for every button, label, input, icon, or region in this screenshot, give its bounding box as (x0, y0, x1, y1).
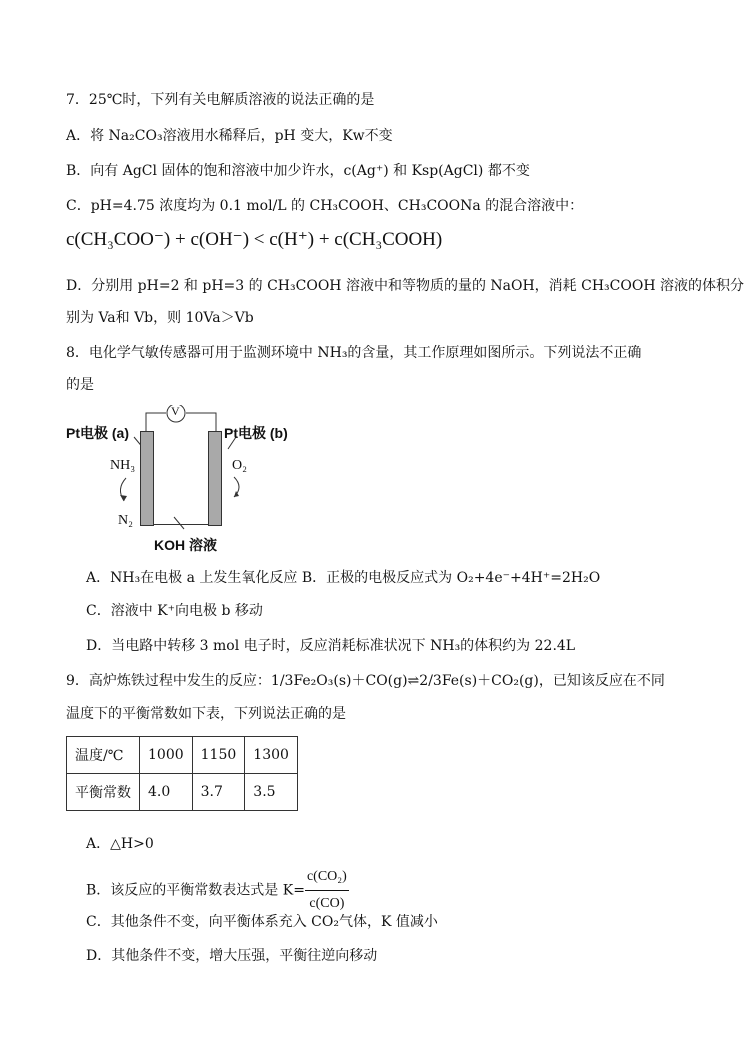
table-cell: 1000 (140, 737, 193, 774)
q7-option-d-line1: D．分别用 pH=2 和 pH=3 的 CH₃COOH 溶液中和等物质的量的 NaOH，消耗 CH₃COOH 溶液的体积分 (66, 278, 744, 294)
q8-option-c: C．溶液中 K⁺向电极 b 移动 (86, 603, 263, 619)
n2-label: N₂ (118, 513, 133, 528)
fraction-denominator: c(CO) (309, 896, 345, 911)
q9-stem-line2: 温度下的平衡常数如下表，下列说法正确的是 (66, 706, 346, 722)
q8-option-d: D．当电路中转移 3 mol 电子时，反应消耗标准状况下 NH₃的体积约为 22.4L (86, 638, 576, 654)
electrode-b-label: Pt电极 (b) (224, 425, 288, 441)
q9-option-d: D．其他条件不变，增大压强，平衡往逆向移动 (86, 948, 378, 964)
o2-label: O₂ (232, 458, 247, 473)
table-cell: 4.0 (140, 774, 193, 811)
q7-equation: c(CH₃COO⁻) + c(OH⁻) < c(H⁺) + c(CH₃COOH) (66, 229, 443, 250)
q8-option-ab: A．NH₃在电极 a 上发生氧化反应 B．正极的电极反应式为 O₂+4e⁻+4H⁺=2H₂O (86, 570, 601, 586)
q9-option-a: A．△H>0 (86, 836, 154, 852)
table-row (67, 774, 298, 811)
q9-option-b-text: B．该反应的平衡常数表达式是 K= (86, 882, 305, 899)
q9-option-c: C．其他条件不变，向平衡体系充入 CO₂气体，K 值减小 (86, 914, 438, 930)
q7-option-d-line2: 别为 Va和 Vb，则 10Va＞Vb (66, 310, 254, 326)
electrode-a-label: Pt电极 (a) (66, 425, 129, 441)
fraction-numerator: c(CO₂) (305, 864, 349, 891)
table-cell: 温度/℃ (67, 737, 140, 774)
koh-solution-label: KOH 溶液 (154, 537, 217, 553)
q7-option-a: A．将 Na₂CO₃溶液用水稀释后，pH 变大，Kw不变 (66, 128, 393, 144)
q7-option-c: C．pH=4.75 浓度均为 0.1 mol/L 的 CH₃COOH、CH₃COONa 的混合溶液中： (66, 198, 584, 214)
electrochemical-sensor-diagram (66, 405, 326, 555)
q7-stem: 7．25℃时，下列有关电解质溶液的说法正确的是 (66, 92, 375, 108)
table-row (67, 737, 298, 774)
electrode-a (140, 431, 154, 526)
q9-option-b (86, 864, 349, 917)
electrode-b (208, 431, 222, 526)
q9-stem-line1: 9．高炉炼铁过程中发生的反应：1/3Fe₂O₃(s)＋CO(g)⇌2/3Fe(s)＋CO₂(g)，已知该反应在不同 (66, 673, 665, 689)
voltmeter-label: V (171, 404, 180, 418)
table-cell: 1300 (245, 737, 298, 774)
equilibrium-constant-table (66, 736, 298, 811)
equilibrium-expression (305, 864, 349, 917)
table-cell: 3.7 (192, 774, 245, 811)
table-cell: 平衡常数 (67, 774, 140, 811)
nh3-label: NH₃ (110, 458, 136, 473)
q8-stem-line1: 8．电化学气敏传感器可用于监测环境中 NH₃的含量，其工作原理如图所示。下列说法不正确 (66, 345, 642, 361)
table-cell: 3.5 (245, 774, 298, 811)
q8-stem-line2: 的是 (66, 377, 94, 393)
q7-option-b: B．向有 AgCl 固体的饱和溶液中加少许水，c(Ag⁺) 和 Ksp(AgCl) 都不变 (66, 163, 530, 179)
table-cell: 1150 (192, 737, 245, 774)
